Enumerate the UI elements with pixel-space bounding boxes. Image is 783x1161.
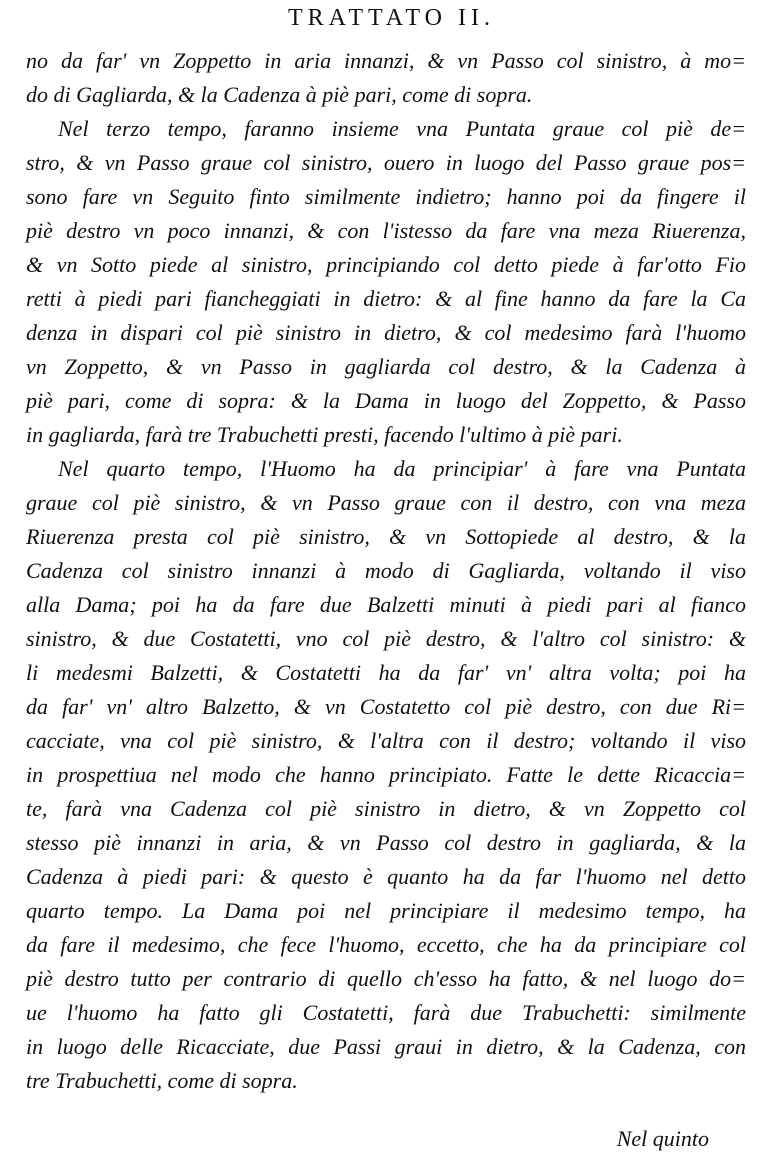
text-line-10: vn Zoppetto, & vn Passo in gagliarda col destro, & la Cadenza à [26, 354, 746, 379]
text-line-14: graue col piè sinistro, & vn Passo graue con il destro, con vna meza [26, 490, 746, 515]
text-line-1: no da far' vn Zoppetto in aria innanzi, & vn Passo col sinistro, à mo= [26, 48, 746, 73]
text-line-26: quarto tempo. La Dama poi nel principiare il medesimo tempo, ha [26, 898, 746, 923]
text-line-31: tre Trabuchetti, come di sopra. [26, 1068, 298, 1093]
text-line-9: denza in dispari col piè sinistro in dietro, & col medesimo farà l'huomo [26, 320, 746, 345]
text-line-4: stro, & vn Passo graue col sinistro, ouero in luogo del Passo graue pos= [26, 150, 746, 175]
text-line-7: & vn Sotto piede al sinistro, principiando col detto piede à far'otto Fio [26, 252, 746, 277]
text-line-12: in gagliarda, farà tre Trabuchetti presti, facendo l'ultimo à piè pari. [26, 422, 623, 447]
text-line-22: in prospettiua nel modo che hanno principiato. Fatte le dette Ricaccia= [26, 762, 746, 787]
text-line-6: piè destro vn poco innanzi, & con l'istesso da fare vna meza Riuerenza, [26, 218, 746, 243]
text-line-3: Nel terzo tempo, faranno insieme vna Puntata graue col piè de= [58, 116, 746, 141]
text-line-29: ue l'huomo ha fatto gli Costatetti, farà due Trabuchetti: similmente [26, 1000, 746, 1025]
text-line-20: da far' vn' altro Balzetto, & vn Costatetto col piè destro, con due Ri= [26, 694, 746, 719]
text-line-23: te, farà vna Cadenza col piè sinistro in dietro, & vn Zoppetto col [26, 796, 746, 821]
text-line-16: Cadenza col sinistro innanzi à modo di Gagliarda, voltando il viso [26, 558, 746, 583]
text-line-5: sono fare vn Seguito finto similmente indietro; hanno poi da fingere il [26, 184, 746, 209]
text-line-11: piè pari, come di sopra: & la Dama in luogo del Zoppetto, & Passo [26, 388, 746, 413]
text-line-21: cacciate, vna col piè sinistro, & l'altra con il destro; voltando il viso [26, 728, 746, 753]
text-line-19: li medesmi Balzetti, & Costatetti ha da far' vn' altra volta; poi ha [26, 660, 746, 685]
text-line-30: in luogo delle Ricacciate, due Passi graui in dietro, & la Cadenza, con [26, 1034, 746, 1059]
text-line-15: Riuerenza presta col piè sinistro, & vn Sottopiede al destro, & la [26, 524, 746, 549]
text-line-13: Nel quarto tempo, l'Huomo ha da principiar' à fare vna Puntata [58, 456, 746, 481]
text-line-24: stesso piè innanzi in aria, & vn Passo col destro in gagliarda, & la [26, 830, 746, 855]
text-line-17: alla Dama; poi ha da fare due Balzetti minuti à piedi pari al fianco [26, 592, 746, 617]
text-line-25: Cadenza à piedi pari: & questo è quanto ha da far l'huomo nel detto [26, 864, 746, 889]
text-line-2: do di Gagliarda, & la Cadenza à piè pari, come di sopra. [26, 82, 533, 107]
text-line-28: piè destro tutto per contrario di quello ch'esso ha fatto, & nel luogo do= [26, 966, 746, 991]
catchword: Nel quinto [616, 1126, 709, 1151]
text-line-27: da fare il medesimo, che fece l'huomo, eccetto, che ha da principiare col [26, 932, 746, 957]
running-header: TRATTATO II. [288, 5, 495, 31]
text-line-8: retti à piedi pari fiancheggiati in dietro: & al fine hanno da fare la Ca [26, 286, 746, 311]
text-line-18: sinistro, & due Costatetti, vno col piè destro, & l'altro col sinistro: & [26, 626, 746, 651]
